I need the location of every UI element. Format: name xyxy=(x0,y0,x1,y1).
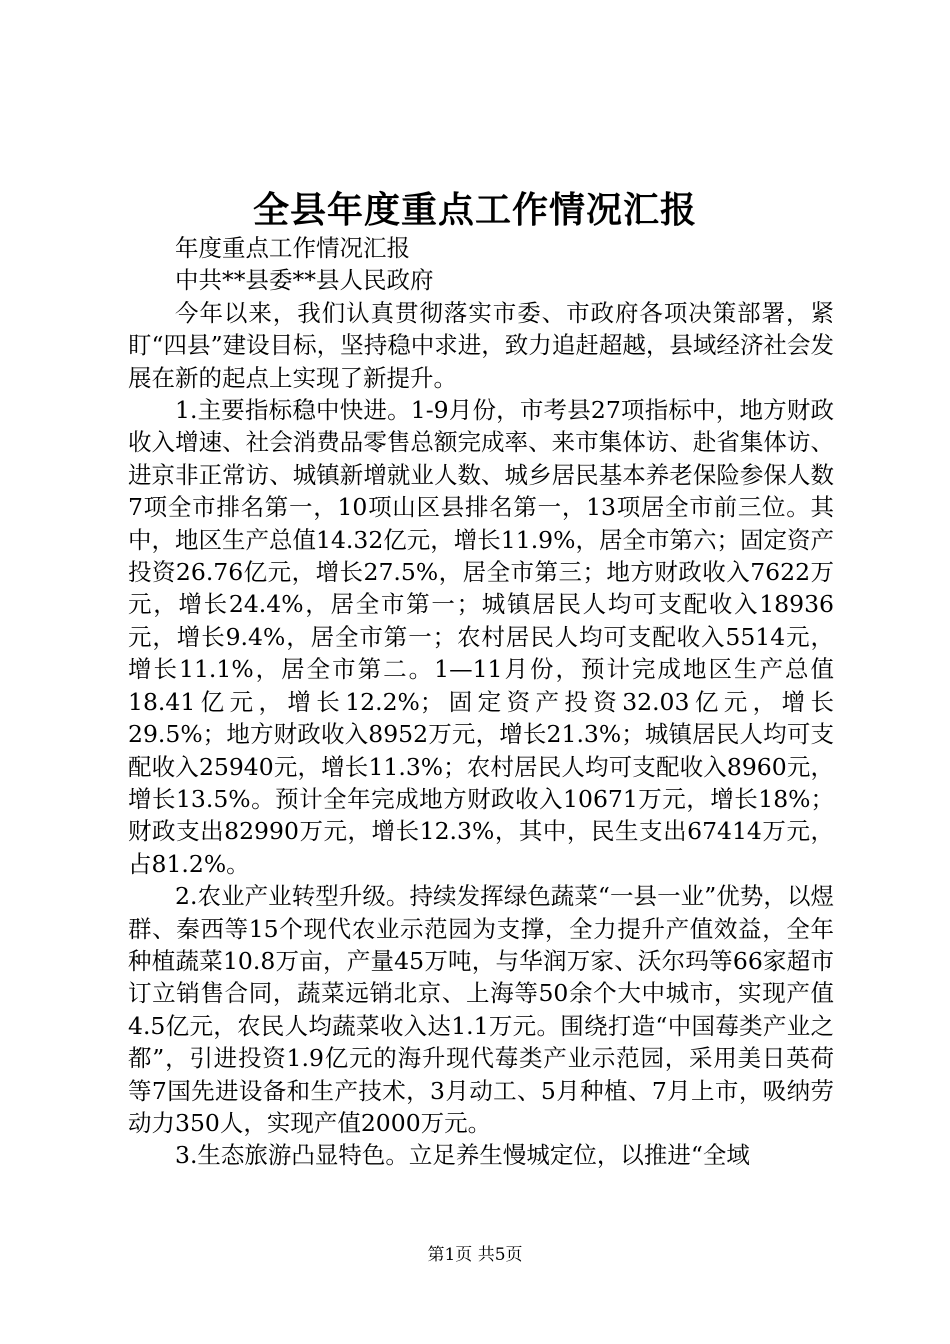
body-paragraph-item-1: 1.主要指标稳中快进。1-9月份，市考县27项指标中，地方财政收入增速、社会消费品零售总额完成率、来市集体访、赴省集体访、进京非正常访、城镇新增就业人数、城乡居民基本养老保险参保人数7项全市排名第一，10项山区县排名第一，13项居全市前三位。其中，地区生产总值14.32亿元，增长11.9%，居全市第六；固定资产投资26.76亿元，增长27.5%，居全市第三；地方财政收入7622万元，增长24.4%，居全市第一；城镇居民人均可支配收入18936元，增长9.4%，居全市第一；农村居民人均可支配收入5514元，增长11.1%，居全市第二。1—11月份，预计完成地区生产总值18.41亿元，增长12.2%；固定资产投资32.03亿元，增长29.5%；地方财政收入8952万元，增长21.3%；城镇居民人均可支配收入25940元，增长11.3%；农村居民人均可支配收入8960元，增长13.5%。预计全年完成地方财政收入10671万元，增长18%；财政支出82990万元，增长12.3%，其中，民生支出67414万元，占81.2%。 xyxy=(128,396,834,878)
document-body xyxy=(128,232,834,1172)
page-title: 全县年度重点工作情况汇报 xyxy=(252,189,697,231)
body-paragraph-subtitle: 年度重点工作情况汇报 xyxy=(175,234,410,262)
body-paragraph-author: 中共**县委**县人民政府 xyxy=(175,266,434,295)
body-paragraph-item-2: 2.农业产业转型升级。持续发挥绿色蔬菜“一县一业”优势，以煜群、秦西等15个现代农业示范园为支撑，全力提升产值效益，全年种植蔬菜10.8万亩，产量45万吨，与华润万家、沃尔玛等66家超市订立销售合同，蔬菜远销北京、上海等50余个大中城市，实现产值4.5亿元，农民人均蔬菜收入达1.1万元。围绕打造“中国莓类产业之都”，引进投资1.9亿元的海升现代莓类产业示范园，采用美日英荷等7国先进设备和生产技术，3月动工、5月种植、7月上市，吸纳劳动力350人，实现产值2000万元。 xyxy=(128,882,834,1137)
page-footer: 第1页 共5页 xyxy=(427,1245,523,1265)
body-paragraph-item-3: 3.生态旅游凸显特色。立足养生慢城定位，以推进“全域 xyxy=(175,1141,750,1170)
body-paragraph-intro: 今年以来，我们认真贯彻落实市委、市政府各项决策部署，紧盯“四县”建设目标，坚持稳中求进，致力追赶超越，县域经济社会发展在新的起点上实现了新提升。 xyxy=(128,298,834,392)
